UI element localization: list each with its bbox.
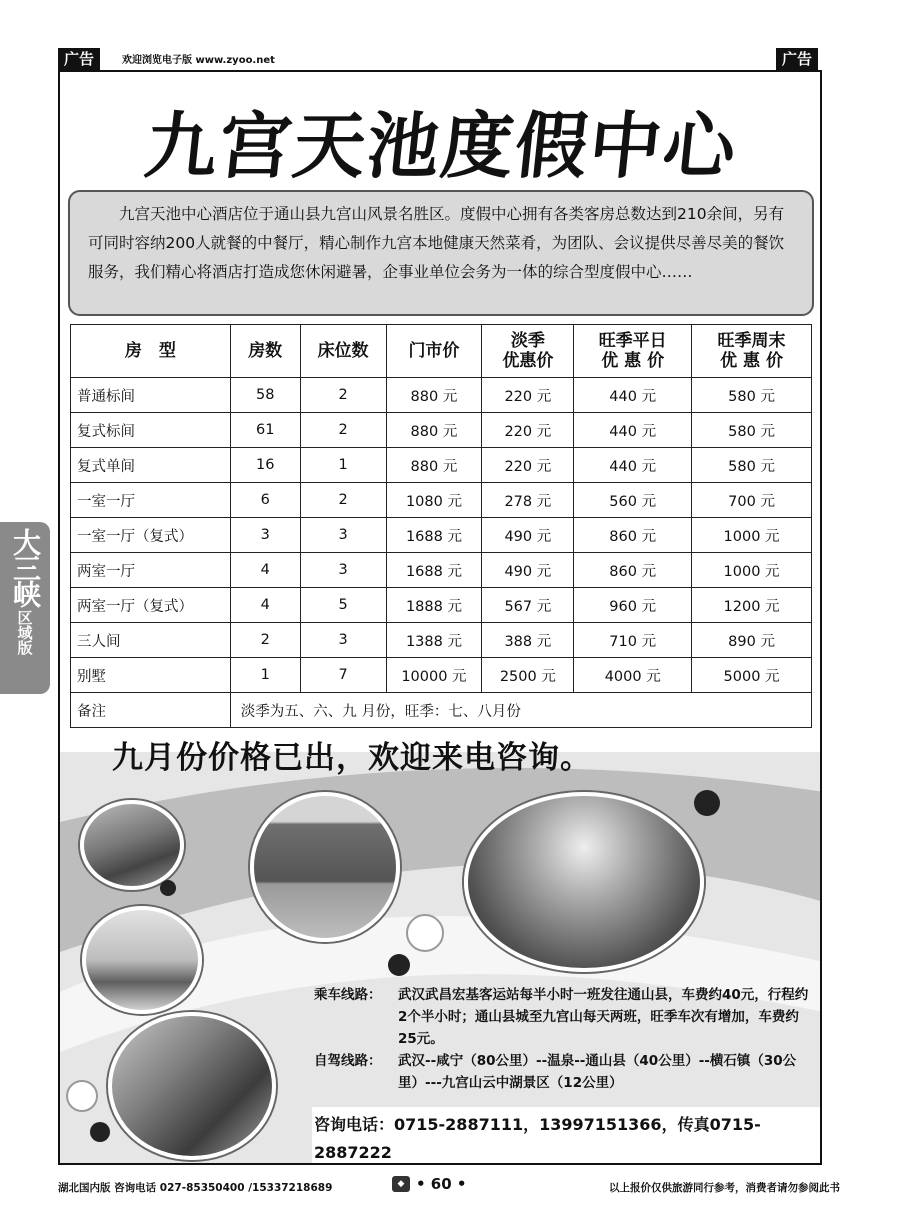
room-type-cell: 别墅 [71,658,231,693]
contact-box [312,1107,822,1165]
intro-paragraph: 九宫天池中心酒店位于通山县九宫山风景名胜区。度假中心拥有各类客房总数达到210余间，另有可同时容纳200人就餐的中餐厅，精心制作九宫本地健康天然菜肴，为团队、会议提供尽善尽美的餐饮服务，我们精心将酒店打造成您休闲避暑，企事业单位会务为一体的综合型度假中心…… [68,190,814,316]
table-header-cell: 房 型 [71,325,231,378]
decorative-dot [694,790,720,816]
table-cell: 1200 元 [692,588,812,623]
footer-right: 以上报价仅供旅游同行参考，消费者请勿参阅此书 [609,1182,840,1194]
contact-phone[interactable]: 咨询电话：0715-2887111，13997151366，传真0715-2887222 [314,1115,761,1162]
table-cell: 61 [230,413,300,448]
table-cell: 3 [300,518,386,553]
table-cell: 890 元 [692,623,812,658]
table-cell: 5 [300,588,386,623]
table-cell: 567 元 [482,588,574,623]
page-title: 九宫天池度假中心 [140,103,742,188]
table-cell: 4 [230,588,300,623]
table-header-cell: 房数 [230,325,300,378]
decorative-dot [160,880,176,896]
table-cell: 860 元 [574,518,692,553]
table-row [71,658,812,693]
table-header-row [71,325,812,378]
hotel-lobby-photo [464,792,704,972]
room-rates-table [70,324,812,728]
promo-headline: 九月份价格已出，欢迎来电咨询。 [112,740,592,776]
side-tab-title: 大三峡 [9,528,42,606]
table-cell: 220 元 [482,413,574,448]
table-header-cell: 床位数 [300,325,386,378]
notes-text: 淡季为五、六、九 月份，旺季：七、八月份 [230,693,811,728]
room-type-cell: 两室一厅（复式） [71,588,231,623]
table-cell: 220 元 [482,448,574,483]
table-cell: 5000 元 [692,658,812,693]
table-cell: 3 [230,518,300,553]
table-cell: 1080 元 [386,483,482,518]
table-header-cell: 旺季平日 优 惠 价 [574,325,692,378]
table-header-cell: 门市价 [386,325,482,378]
table-cell: 880 元 [386,378,482,413]
table-header-cell: 旺季周末 优 惠 价 [692,325,812,378]
table-cell: 10000 元 [386,658,482,693]
page-number-text: • 60 • [416,1175,467,1193]
table-cell: 440 元 [574,378,692,413]
table-cell: 2 [300,413,386,448]
table-cell: 880 元 [386,448,482,483]
table-cell: 960 元 [574,588,692,623]
decorative-dot [406,914,444,952]
room-type-cell: 两室一厅 [71,553,231,588]
footer-left: 湖北国内版 咨询电话 027-85350400 /15337218689 [58,1182,333,1194]
room-type-cell: 一室一厅（复式） [71,518,231,553]
room-type-cell: 复式单间 [71,448,231,483]
page-badge-icon: ◆ [392,1176,410,1192]
table-cell: 3 [300,553,386,588]
table-cell: 4000 元 [574,658,692,693]
table-row [71,413,812,448]
table-cell: 700 元 [692,483,812,518]
hotel-exterior-photo-small [80,800,184,890]
drive-route-text: 武汉--咸宁（80公里）--温泉--通山县（40公里）--横石镇（30公里）---九宫山云中湖景区（12公里） [398,1053,797,1091]
table-header-cell: 淡季 优惠价 [482,325,574,378]
table-cell: 278 元 [482,483,574,518]
table-cell: 2 [300,378,386,413]
table-cell: 1000 元 [692,553,812,588]
table-cell: 2500 元 [482,658,574,693]
table-cell: 1000 元 [692,518,812,553]
table-row [71,623,812,658]
guest-room-photo [82,906,202,1014]
table-cell: 58 [230,378,300,413]
notes-label: 备注 [71,693,231,728]
table-cell: 1688 元 [386,518,482,553]
table-row [71,588,812,623]
table-cell: 2 [300,483,386,518]
table-cell: 580 元 [692,413,812,448]
table-cell: 580 元 [692,378,812,413]
side-tab-subtitle: 区域版 [15,610,34,655]
duplex-room-photo [108,1012,276,1160]
table-cell: 6 [230,483,300,518]
table-cell: 490 元 [482,553,574,588]
room-type-cell: 复式标间 [71,413,231,448]
table-cell: 860 元 [574,553,692,588]
table-cell: 580 元 [692,448,812,483]
ad-tag-right: 广告 [776,48,818,70]
decorative-dot [90,1122,110,1142]
decorative-dot [66,1080,98,1112]
table-cell: 3 [300,623,386,658]
travel-routes [314,984,814,1094]
table-cell: 4 [230,553,300,588]
ad-tag-left: 广告 [58,48,100,70]
page-number [392,1175,467,1193]
table-row [71,483,812,518]
bus-route-label: 乘车线路： [314,987,382,1003]
table-cell: 440 元 [574,448,692,483]
table-cell: 560 元 [574,483,692,518]
table-row [71,518,812,553]
table-cell: 1388 元 [386,623,482,658]
table-cell: 1 [230,658,300,693]
bus-route-text: 武汉武昌宏基客运站每半小时一班发往通山县，车费约40元，行程约2个半小时；通山县城至九宫山每天两班，旺季车次有增加，车费约25元。 [398,987,809,1047]
table-row [71,448,812,483]
table-row [71,553,812,588]
table-cell: 490 元 [482,518,574,553]
drive-route [314,1050,814,1094]
site-url[interactable]: 欢迎浏览电子版 www.zyoo.net [122,55,275,66]
table-body [71,378,812,728]
table-row [71,378,812,413]
table-cell: 1688 元 [386,553,482,588]
table-cell: 7 [300,658,386,693]
room-type-cell: 普通标间 [71,378,231,413]
table-cell: 1 [300,448,386,483]
table-cell: 16 [230,448,300,483]
region-side-tab [0,522,50,694]
notes-row [71,693,812,728]
table-cell: 2 [230,623,300,658]
room-type-cell: 一室一厅 [71,483,231,518]
drive-route-label: 自驾线路： [314,1053,382,1069]
table-cell: 388 元 [482,623,574,658]
table-cell: 880 元 [386,413,482,448]
ad-frame [58,70,822,1165]
room-type-cell: 三人间 [71,623,231,658]
table-cell: 710 元 [574,623,692,658]
hotel-building-photo [250,792,400,942]
decorative-dot [388,954,410,976]
table-cell: 220 元 [482,378,574,413]
bus-route [314,984,814,1050]
table-cell: 440 元 [574,413,692,448]
table-cell: 1888 元 [386,588,482,623]
